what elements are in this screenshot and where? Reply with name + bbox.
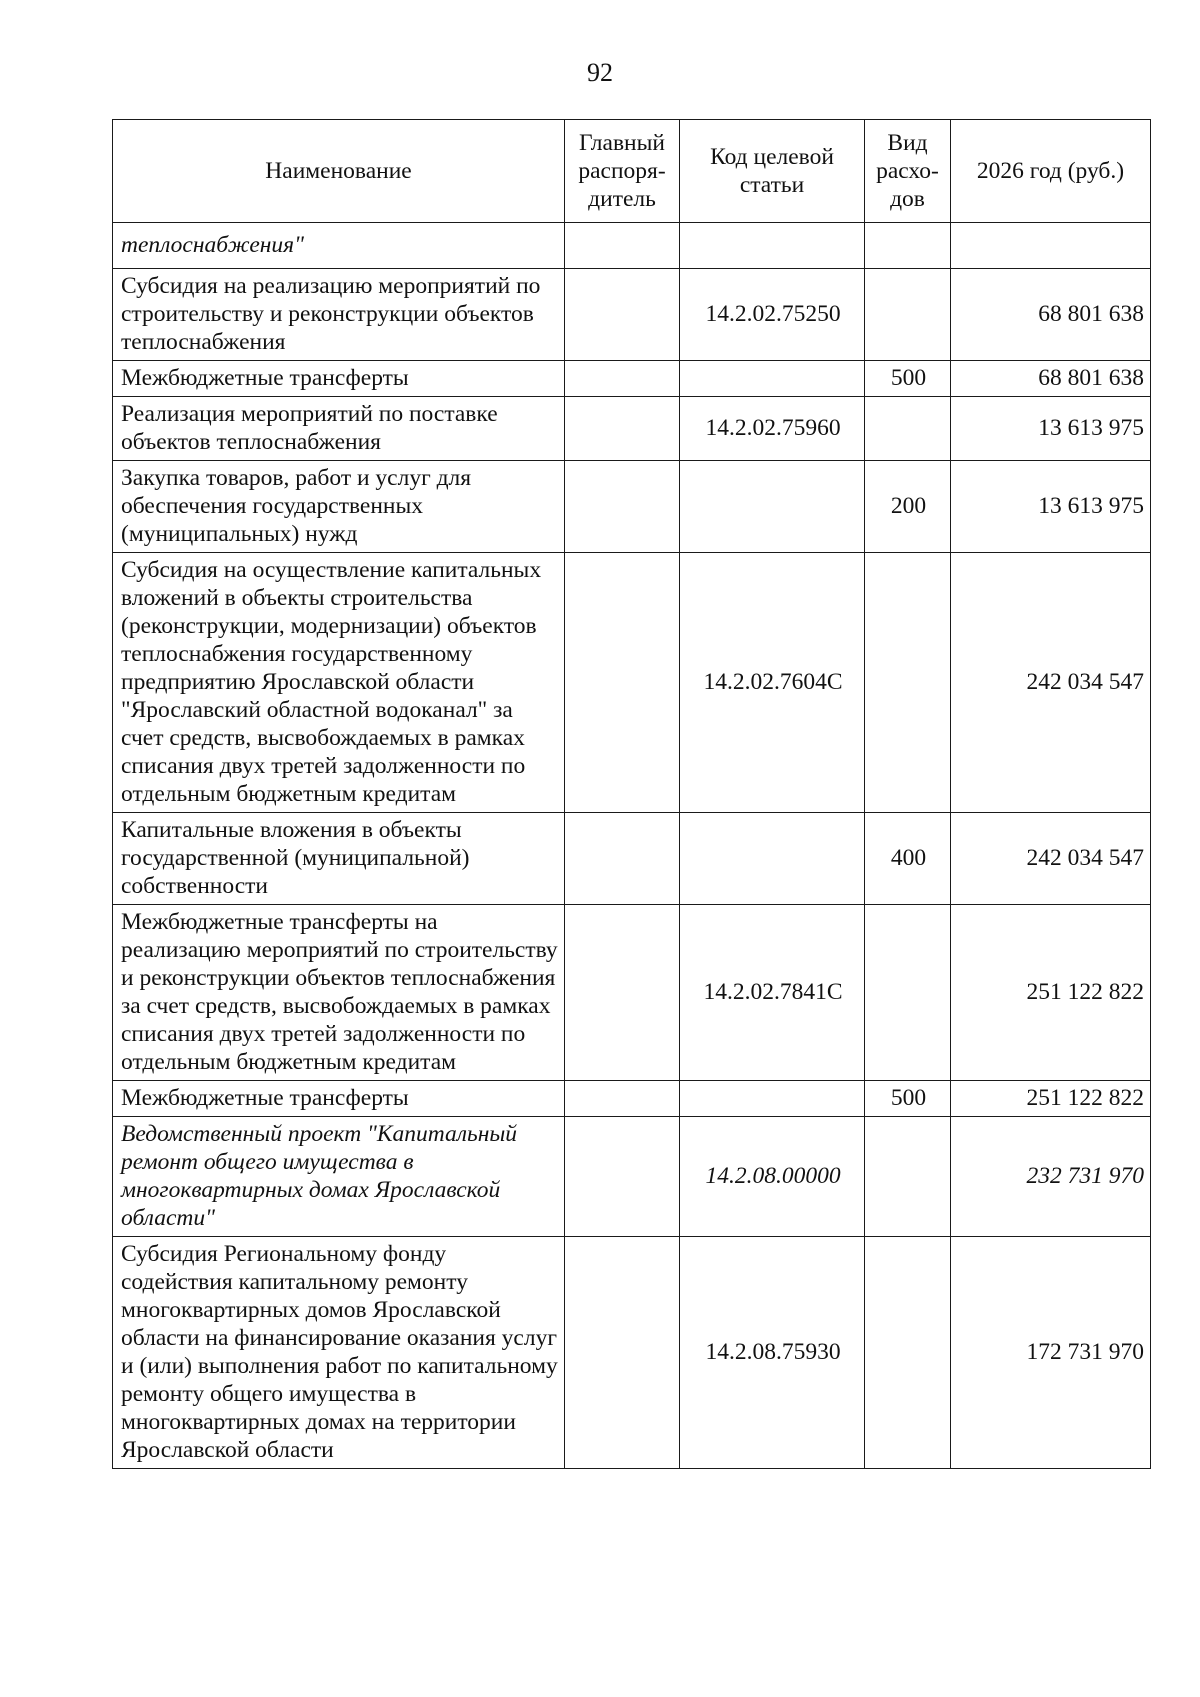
row-vid: 400 xyxy=(865,813,951,905)
row-grbs xyxy=(565,1117,680,1237)
table-row xyxy=(113,361,1151,397)
row-code xyxy=(680,223,865,269)
row-vid xyxy=(865,1237,951,1469)
header-vid: Вид расхо-дов xyxy=(865,120,951,223)
row-sum: 251 122 822 xyxy=(951,1081,1151,1117)
table-row xyxy=(113,1081,1151,1117)
row-sum: 68 801 638 xyxy=(951,361,1151,397)
header-row xyxy=(113,120,1151,223)
row-sum: 251 122 822 xyxy=(951,905,1151,1081)
row-grbs xyxy=(565,361,680,397)
table-row xyxy=(113,905,1151,1081)
row-name: Субсидия на реализацию мероприятий по строительству и реконструкции объектов теплоснабжения xyxy=(113,269,565,361)
row-vid xyxy=(865,269,951,361)
row-sum: 232 731 970 xyxy=(951,1117,1151,1237)
row-grbs xyxy=(565,553,680,813)
row-vid xyxy=(865,905,951,1081)
row-sum: 172 731 970 xyxy=(951,1237,1151,1469)
row-sum: 242 034 547 xyxy=(951,813,1151,905)
row-vid: 500 xyxy=(865,361,951,397)
row-sum xyxy=(951,223,1151,269)
row-code xyxy=(680,1081,865,1117)
header-sum: 2026 год (руб.) xyxy=(951,120,1151,223)
row-name: Межбюджетные трансферты на реализацию мероприятий по строительству и реконструкции объектов теплоснабжения за счет средств, высвобождаемых в рамках списания двух третей задолженности по отдельным бюджетным кредитам xyxy=(113,905,565,1081)
row-code xyxy=(680,361,865,397)
row-sum: 13 613 975 xyxy=(951,397,1151,461)
row-sum: 242 034 547 xyxy=(951,553,1151,813)
row-code: 14.2.02.75960 xyxy=(680,397,865,461)
row-name: Субсидия на осуществление капитальных вложений в объекты строительства (реконструкции, модернизации) объектов теплоснабжения государственному предприятию Ярославской области "Ярославский областной водоканал" за счет средств, высвобождаемых в рамках списания двух третей задолженности по отдельным бюджетным кредитам xyxy=(113,553,565,813)
row-vid xyxy=(865,553,951,813)
header-code: Код целевой статьи xyxy=(680,120,865,223)
row-code xyxy=(680,461,865,553)
row-code: 14.2.08.75930 xyxy=(680,1237,865,1469)
row-grbs xyxy=(565,269,680,361)
row-code: 14.2.02.7604С xyxy=(680,553,865,813)
row-name: Капитальные вложения в объекты государственной (муниципальной) собственности xyxy=(113,813,565,905)
table-row xyxy=(113,223,1151,269)
row-vid xyxy=(865,397,951,461)
table-row xyxy=(113,813,1151,905)
row-code xyxy=(680,813,865,905)
row-sum: 13 613 975 xyxy=(951,461,1151,553)
header-name: Наименование xyxy=(113,120,565,223)
row-vid xyxy=(865,1117,951,1237)
table-row xyxy=(113,397,1151,461)
row-grbs xyxy=(565,461,680,553)
row-name: Межбюджетные трансферты xyxy=(113,361,565,397)
row-grbs xyxy=(565,1237,680,1469)
row-code: 14.2.02.75250 xyxy=(680,269,865,361)
row-vid xyxy=(865,223,951,269)
row-grbs xyxy=(565,813,680,905)
row-name: теплоснабжения" xyxy=(113,223,565,269)
budget-table xyxy=(112,119,1151,1469)
table-row xyxy=(113,461,1151,553)
row-vid: 200 xyxy=(865,461,951,553)
table-row xyxy=(113,1117,1151,1237)
table-row xyxy=(113,1237,1151,1469)
row-grbs xyxy=(565,905,680,1081)
row-name: Межбюджетные трансферты xyxy=(113,1081,565,1117)
row-name: Ведомственный проект "Капитальный ремонт общего имущества в многоквартирных домах Ярославской области" xyxy=(113,1117,565,1237)
row-name: Субсидия Региональному фонду содействия капитальному ремонту многоквартирных домов Ярославской области на финансирование оказания услуг и (или) выполнения работ по капитальному ремонту общего имущества в многоквартирных домах на территории Ярославской области xyxy=(113,1237,565,1469)
row-vid: 500 xyxy=(865,1081,951,1117)
row-sum: 68 801 638 xyxy=(951,269,1151,361)
table-row xyxy=(113,553,1151,813)
header-grbs: Главный распоря-дитель xyxy=(565,120,680,223)
page-number: 92 xyxy=(587,58,613,87)
table-row xyxy=(113,269,1151,361)
row-grbs xyxy=(565,223,680,269)
row-code: 14.2.08.00000 xyxy=(680,1117,865,1237)
row-name: Закупка товаров, работ и услуг для обеспечения государственных (муниципальных) нужд xyxy=(113,461,565,553)
row-code: 14.2.02.7841С xyxy=(680,905,865,1081)
row-name: Реализация мероприятий по поставке объектов теплоснабжения xyxy=(113,397,565,461)
row-grbs xyxy=(565,1081,680,1117)
row-grbs xyxy=(565,397,680,461)
